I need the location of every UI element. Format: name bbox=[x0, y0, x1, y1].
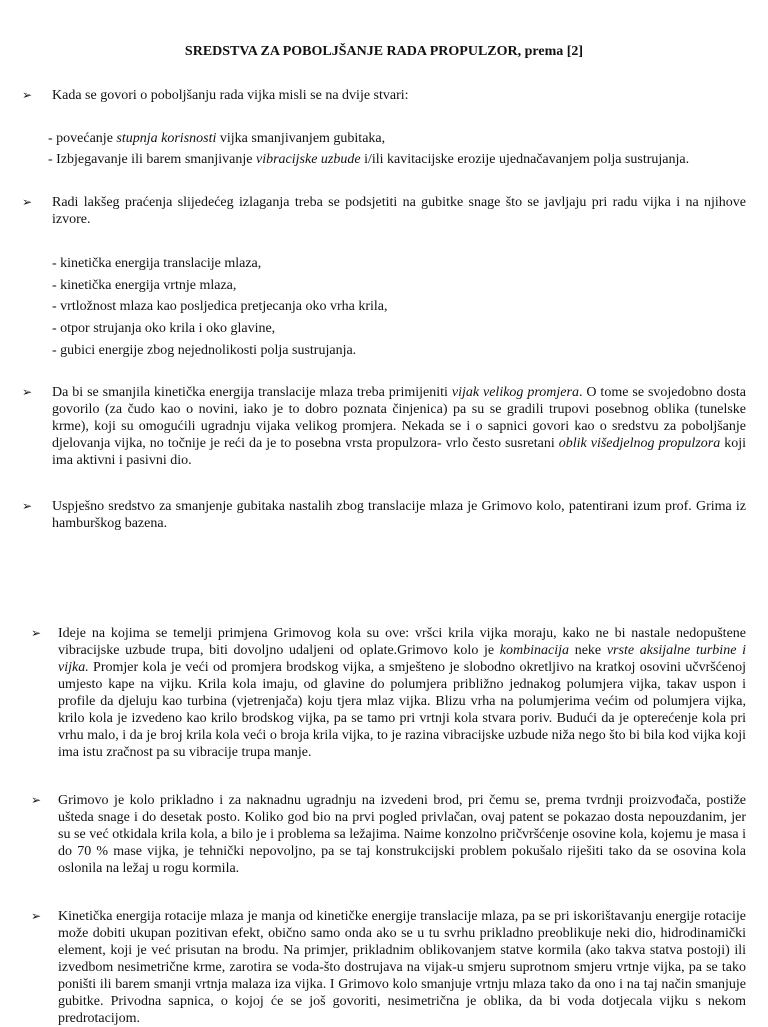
list-item: - povećanje stupnja korisnosti vijka smanjivanjem gubitaka, bbox=[48, 131, 386, 146]
bullet-marker: ➢ bbox=[31, 909, 42, 923]
paragraph-5: Ideje na kojima se temelji primjena Grimovog kola su ove: vršci krila vijka moraju, kako ne bi nastale nedopuštene vibracijske uzbude trupa, biti dovoljno udaljeni od oplate.Grimovo kolo je kombinacija neke vrste aksijalne turbine i vijka. Promjer kola je veći od promjera brodskog vijka, a smješteno je slobodno okretljivo na kratkoj osovini učvršćenoj umjesto kape na vijku. Krila kola imaju, od glavine do polumjera približno jednakog polumjera vijka, takav uspon i profile da djeluju kao turbina (vjetrenjača) koju tjera mlaz vijka. Blizu vrha na polumjerima većim od polumjera vijka, krilo kola je izvedeno kao krilo brodskog vijka, pa se tamo pri vrtnji kola stvara poriv. Budući da je opterećenje kola pri vrhu malo, i da je broj krila kola veći o broja krila vijka, to je razina vibracijske uzbude niža nego što bi bila kod vijka koji ima istu zračnost pa su vibracije trupa manje. bbox=[58, 626, 746, 760]
bullet-marker: ➢ bbox=[31, 793, 42, 807]
list-item: - kinetička energija vrtnje mlaza, bbox=[52, 278, 237, 293]
document-title: SREDSTVA ZA POBOLJŠANJE RADA PROPULZOR, prema [2] bbox=[184, 44, 584, 59]
bullet-marker: ➢ bbox=[31, 626, 42, 640]
list-item: - gubici energije zbog nejednolikosti polja sustrujanja. bbox=[52, 343, 357, 358]
paragraph-4: Uspješno sredstvo za smanjenje gubitaka nastalih zbog translacije mlaza je Grimovo kolo, patentirani izum prof. Grima iz hamburškog bazena. bbox=[52, 499, 746, 531]
bullet-marker: ➢ bbox=[22, 88, 33, 102]
bullet-marker: ➢ bbox=[22, 195, 33, 209]
paragraph-3: Da bi se smanjila kinetička energija translacije mlaza treba primijeniti vijak velikog promjera. O tome se svojedobno dosta govorilo (za čudo kao o novini, iako je to dobro poznata činjenica) pa su se gradili trupovi posebnog oblika (tunelske krme), koji su omogućili ugradnju vijaka velikog promjera. Nekada se i o sapnici govori kao o sredstvu za poboljšanje djelovanja vijka, no točnije je reći da je to posebna vrsta propulzora- vrlo često susretani oblik višedjelnog propulzora koji ima aktivni i pasivni dio. bbox=[52, 385, 747, 468]
paragraph-1: Kada se govori o poboljšanju rada vijka misli se na dvije stvari: bbox=[52, 88, 409, 103]
paragraph-7: Kinetička energija rotacije mlaza je manja od kinetičke energije translacije mlaza, pa se pri iskorištavanju energije rotacije može dobiti ukupan pozitivan efekt, obično samo onda ako se u tu svrhu prikladno preoblikuje neki dio, hidrodinamički element, koji je već prisutan na brodu. Na primjer, prikladnim oblikovanjem statve kormila (ako takva statva postoji) ili izvedbom nesimetrične krme, zarotira se voda-što dostrujava na vijak-u smjeru suprotnom smjeru vrtnje vijka, pa se tako poništi ili barem smanji vrtnja malaza iza vijka. I Grimovo kolo smanjuje vrtnju mlaza tako da ono i na taj način smanjuje gubitke. Privodna sapnica, o kojoj će se još govoriti, nesimetrična je oblika, da bi voda dotjecala vijku s nekom predrotacijom. bbox=[58, 909, 746, 1026]
list-item: - kinetička energija translacije mlaza, bbox=[52, 256, 262, 271]
list-item: - Izbjegavanje ili barem smanjivanje vibracijske uzbude i/ili kavitacijske erozije ujednačavanjem polja sustrujanja. bbox=[48, 152, 690, 167]
list-item: - otpor strujanja oko krila i oko glavine, bbox=[52, 321, 276, 336]
bullet-marker: ➢ bbox=[22, 499, 33, 513]
list-item: - vrtložnost mlaza kao posljedica pretjecanja oko vrha krila, bbox=[52, 299, 388, 314]
paragraph-2: Radi lakšeg praćenja slijedećeg izlaganja treba se podsjetiti na gubitke snage što se javljaju pri radu vijka i na njihove izvore. bbox=[52, 195, 746, 227]
paragraph-6: Grimovo je kolo prikladno i za naknadnu ugradnju na izvedeni brod, pri čemu se, prema tvrdnji proizvođača, postiže ušteda snage i do desetak posto. Koliko god bio na prvi pogled privlačan, ovaj patent se pokazao dosta nepouzdanim, jer su se već otkidala krila kola, a bilo je i problema sa ležajima. Naime konzolno pričvršćenje osovine kola, kojemu je masa i do 70 % mase vijka, je tehnički nepovoljno, pa se taj konstrukcijski problem pokušalo riješiti tako da se osovina kola oslonila na ležaj u rogu kormila. bbox=[58, 793, 746, 876]
bullet-marker: ➢ bbox=[22, 385, 33, 399]
